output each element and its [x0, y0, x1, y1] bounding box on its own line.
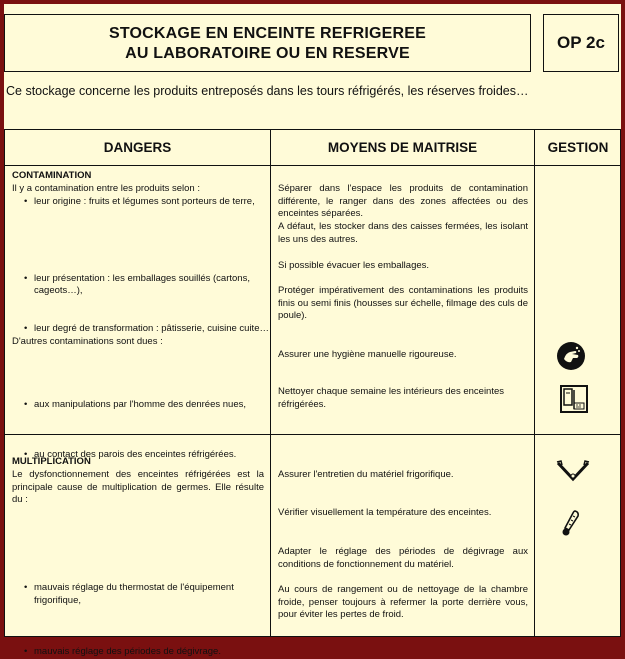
page	[4, 4, 621, 657]
hand-washing-icon	[556, 341, 586, 371]
cleaning-schedule-icon	[560, 385, 588, 413]
danger-transformation: • leur degré de transformation : pâtisserie, cuisine cuite…	[12, 323, 279, 336]
danger-walls: • au contact des parois des enceintes réfrigérées.	[12, 449, 279, 462]
measure-closed-boxes: A défaut, les stocker dans des caisses fermées, les isolant les uns des autres.	[278, 221, 528, 245]
header-gestion: GESTION	[547, 140, 609, 155]
danger-origin: • leur origine : fruits et légumes sont porteurs de terre,	[12, 196, 279, 209]
maintenance-tools-icon	[556, 460, 590, 482]
measure-remove-packaging: Si possible évacuer les emballages.	[278, 260, 430, 271]
danger-handling: • aux manipulations par l'homme des denrées nues,	[12, 399, 279, 412]
section-divider	[5, 434, 620, 435]
measure-protect-products: Protéger impérativement des contaminations les produits finis ou semi finis (housses sur échelle, filmage des culs de poule).	[278, 285, 528, 321]
procedure-code: OP 2c	[543, 14, 619, 72]
measure-adapt-defrost: Adapter le réglage des périodes de dégivrage aux conditions de fonctionnement du matériel.	[278, 546, 528, 570]
measure-separate: Séparer dans l'espace les produits de contamination différente, le ranger dans des zones affectées ou des enceintes séparées.	[278, 183, 528, 219]
danger-packaging: • leur présentation : les emballages souillés (cartons, cageots…),	[12, 273, 279, 298]
thermometer-icon	[561, 509, 581, 537]
measure-close-door: Au cours de rangement ou de nettoyage de la chambre froide, penser toujours à refermer la porte derrière vous, pour éviter les pertes de froid.	[278, 584, 528, 620]
contamination-intro: Il y a contamination entre les produits selon :	[12, 183, 200, 194]
title-line-2: AU LABORATOIRE OU EN RESERVE	[125, 45, 410, 62]
page-title	[4, 14, 531, 72]
danger-defrost: • mauvais réglage des périodes de dégivrage.	[12, 646, 279, 659]
measure-hand-hygiene: Assurer une hygiène manuelle rigoureuse.	[278, 349, 457, 360]
title-line-1: STOCKAGE EN ENCEINTE REFRIGEREE	[108, 25, 427, 42]
intro-text: Ce stockage concerne les produits entreposés dans les tours réfrigérés, les réserves froides…	[6, 84, 529, 98]
section-title-contamination: CONTAMINATION	[12, 170, 92, 181]
section-title-multiplication: MULTIPLICATION	[12, 456, 91, 467]
measure-maintenance: Assurer l'entretien du matériel frigorifique.	[278, 469, 454, 480]
measure-weekly-cleaning: Nettoyer chaque semaine les intérieurs des enceintes réfrigérées.	[278, 386, 505, 410]
measure-check-temperature: Vérifier visuellement la température des enceintes.	[278, 507, 492, 518]
multiplication-intro: Le dysfonctionnement des enceintes réfrigérées est la principale cause de multiplication de germes. Elle résulte du :	[12, 469, 264, 505]
column-divider	[534, 130, 535, 636]
header-dangers: DANGERS	[103, 140, 172, 155]
hazard-table	[4, 129, 621, 657]
danger-thermostat: • mauvais réglage du thermostat de l'équipement frigorifique,	[12, 582, 279, 607]
header-moyens: MOYENS DE MAITRISE	[327, 140, 478, 155]
contamination-dues: D'autres contaminations sont dues :	[12, 336, 163, 347]
